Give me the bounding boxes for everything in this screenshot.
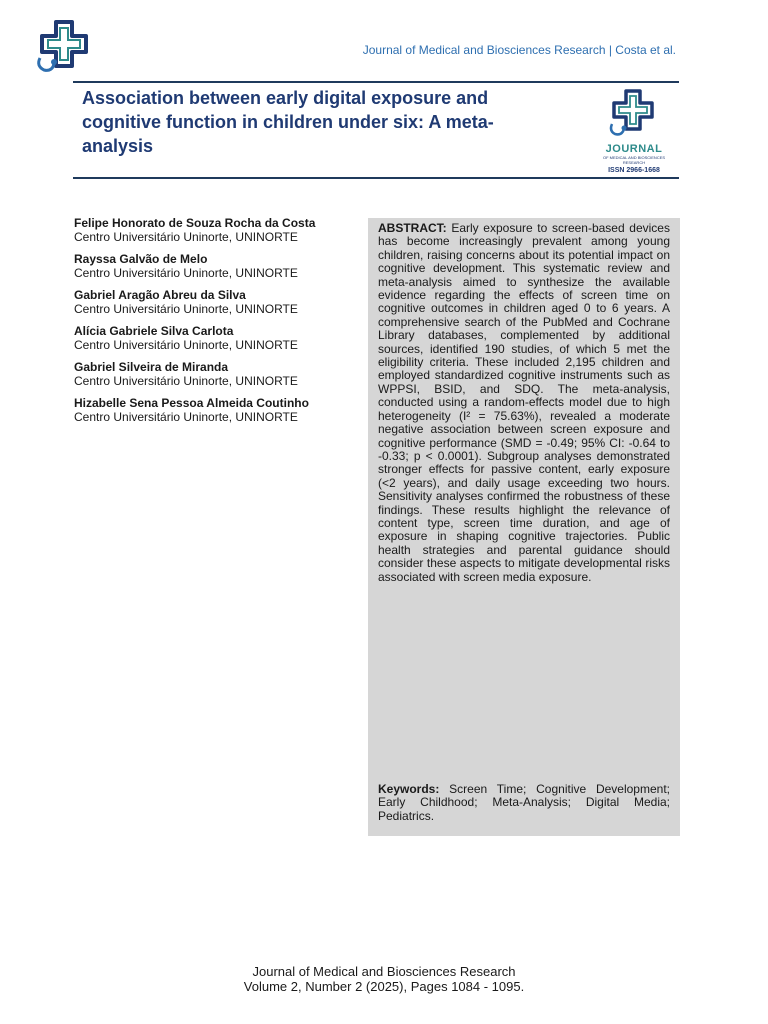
author-affiliation: Centro Universitário Uninorte, UNINORTE: [74, 410, 298, 424]
author-affiliation: Centro Universitário Uninorte, UNINORTE: [74, 338, 298, 352]
author-affiliation: Centro Universitário Uninorte, UNINORTE: [74, 266, 298, 280]
journal-logo: [594, 88, 674, 174]
author-entry: [74, 252, 354, 280]
footer-journal-name: Journal of Medical and Biosciences Research: [252, 964, 516, 979]
journal-emblem-icon: [606, 88, 662, 140]
page-footer: [0, 964, 768, 994]
abstract-label: ABSTRACT:: [378, 221, 447, 235]
author-entry: [74, 324, 354, 352]
journal-logo-icon: [34, 18, 94, 74]
keywords-label: Keywords:: [378, 782, 440, 796]
author-name: Gabriel Silveira de Miranda: [74, 360, 229, 374]
abstract-box: [368, 218, 680, 836]
keywords-body: Screen Time; Cognitive Development; Early Childhood; Meta-Analysis; Digital Media; Pediatrics.: [378, 782, 670, 823]
title-top-rule: [73, 81, 679, 83]
author-affiliation: Centro Universitário Uninorte, UNINORTE: [74, 374, 298, 388]
author-name: Alícia Gabriele Silva Carlota: [74, 324, 234, 338]
footer-volume-info: Volume 2, Number 2 (2025), Pages 1084 - 1095.: [243, 979, 525, 994]
article-title: Association between early digital exposure and cognitive function in children under six: A meta-analysis: [82, 88, 494, 156]
author-entry: [74, 360, 354, 388]
running-header: Journal of Medical and Biosciences Research | Costa et al.: [362, 43, 676, 57]
author-name: Gabriel Aragão Abreu da Silva: [74, 288, 246, 302]
author-entry: [74, 396, 354, 424]
journal-logo-word: JOURNAL: [605, 143, 663, 155]
keywords-paragraph: [378, 783, 670, 823]
author-name: Felipe Honorato de Souza Rocha da Costa: [74, 216, 316, 230]
issn-label: ISSN 2966-1668: [608, 167, 660, 174]
abstract-body: Early exposure to screen-based devices has become increasingly prevalent among young children, raising concerns about its potential impact on cognitive development. This systematic review and meta-analysis aimed to synthesize the available evidence regarding the effects of screen time on cognitive outcomes in children aged 0 to 6 years. A comprehensive search of the PubMed and Cochrane Library databases, complemented by additional sources, identified 190 studies, of which 5 met the eligibility criteria. These included 2,195 children and employed standardized cognitive instruments such as WPPSI, BSID, and SDQ. The meta-analysis, conducted using a random-effects model due to high heterogeneity (I² = 75.63%), revealed a moderate negative association between screen exposure and cognitive performance (SMD = -0.49; 95% CI: -0.64 to -0.33; p < 0.0001). Subgroup analyses demonstrated stronger effects for passive content, early exposure (<2 years), and daily usage exceeding two hours. Sensitivity analyses confirmed the robustness of these findings. These results highlight the relevance of content type, screen time duration, and age of exposure in shaping cognitive trajectories. Public health strategies and parental guidance should consider these aspects to mitigate developmental risks associated with screen media exposure.: [378, 221, 670, 584]
author-affiliation: Centro Universitário Uninorte, UNINORTE: [74, 302, 298, 316]
abstract-paragraph: [378, 222, 670, 584]
author-list: [74, 216, 354, 432]
journal-logo-subtitle: OF MEDICAL AND BIOSCIENCES RESEARCH: [602, 155, 666, 165]
author-entry: [74, 216, 354, 244]
author-name: Rayssa Galvão de Melo: [74, 252, 208, 266]
title-bottom-rule: [73, 177, 679, 179]
author-entry: [74, 288, 354, 316]
author-name: Hizabelle Sena Pessoa Almeida Coutinho: [74, 396, 309, 410]
author-affiliation: Centro Universitário Uninorte, UNINORTE: [74, 230, 298, 244]
